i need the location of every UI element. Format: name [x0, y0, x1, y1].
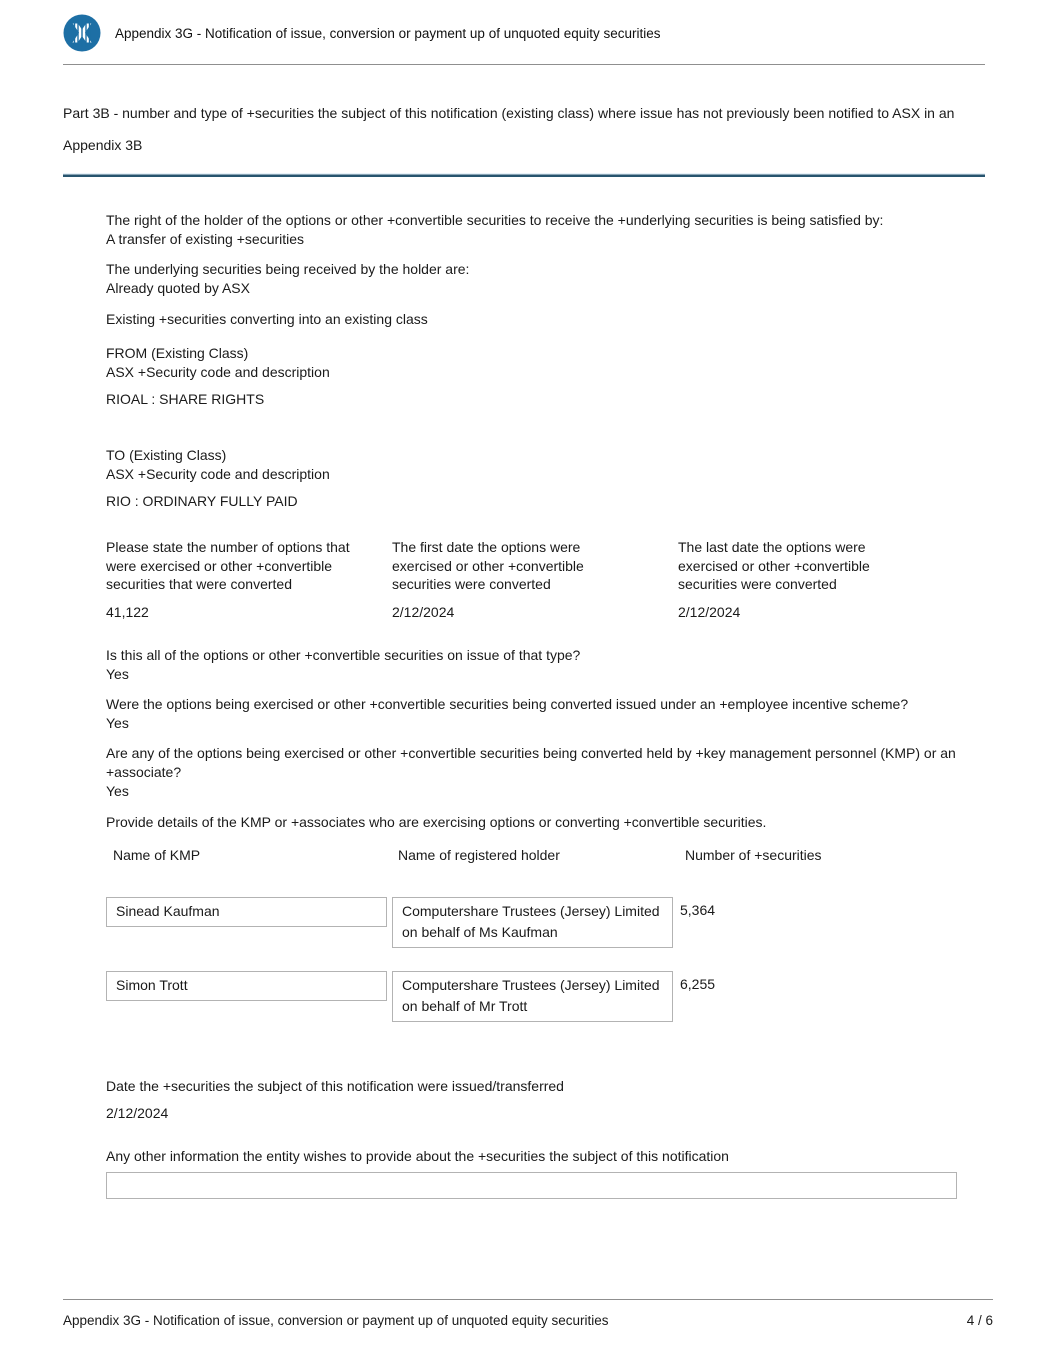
section-heading-part-3b: Part 3B - number and type of +securities the subject of this notification (existing class) where issue has not previously been notified to ASX in an Appendix 3B — [63, 105, 955, 153]
column-last-date — [678, 538, 957, 621]
column-number-converted — [106, 538, 392, 621]
question-text: Were the options being exercised or other +convertible securities being converted issued under an +employee incentive scheme? — [106, 696, 909, 712]
other-information-input[interactable] — [106, 1172, 957, 1199]
qa-right-holder — [106, 211, 957, 249]
table-row — [106, 897, 957, 948]
answer-text: Yes — [106, 783, 129, 799]
answer-text: Yes — [106, 715, 129, 731]
column-header-registered-holder: Name of registered holder — [398, 847, 560, 863]
document-title: Appendix 3G - Notification of issue, conversion or payment up of unquoted equity securities — [115, 25, 661, 41]
column-value: 41,122 — [106, 603, 149, 620]
answer-text: A transfer of existing +securities — [106, 231, 305, 247]
qa-all-of-type — [106, 646, 957, 684]
svg-text:X: X — [71, 19, 93, 50]
to-existing-class-block — [106, 446, 957, 511]
number-of-securities-value: 5,364 — [680, 902, 716, 918]
date-issued-value: 2/12/2024 — [106, 1105, 169, 1121]
column-header-number-of-securities: Number of +securities — [685, 847, 822, 863]
column-value: 2/12/2024 — [392, 603, 455, 620]
kmp-name-field[interactable]: Simon Trott — [106, 971, 387, 1001]
question-text: Are any of the options being exercised or other +convertible securities being converted held by +key management personnel (KMP) or an +associate? — [106, 745, 956, 780]
question-text: Is this all of the options or other +convertible securities on issue of that type? — [106, 647, 581, 663]
other-information-label: Any other information the entity wishes to provide about the +securities the subject of this notification — [106, 1148, 729, 1164]
column-label: Please state the number of options that were exercised or other +convertible securities that were converted — [106, 539, 350, 592]
answer-text: Yes — [106, 666, 129, 682]
question-text: The right of the holder of the options or other +convertible securities to receive the +underlying securities is being satisfied by: — [106, 212, 884, 228]
existing-converting-statement: Existing +securities converting into an existing class — [106, 311, 428, 327]
section-divider — [63, 173, 985, 177]
column-label: The first date the options were exercised or other +convertible securities were converted — [392, 539, 584, 592]
to-subheading: ASX +Security code and description — [106, 466, 330, 482]
page-number: 4 / 6 — [966, 1313, 993, 1328]
qa-employee-incentive-scheme — [106, 695, 957, 733]
registered-holder-field[interactable]: Computershare Trustees (Jersey) Limited on behalf of Ms Kaufman — [392, 897, 673, 948]
kmp-name-field[interactable]: Sinead Kaufman — [106, 897, 387, 927]
qa-underlying-securities — [106, 260, 957, 298]
document-footer — [63, 1299, 993, 1328]
asx-logo-icon — [63, 14, 101, 52]
from-heading: FROM (Existing Class) — [106, 345, 249, 361]
column-first-date — [392, 538, 678, 621]
date-issued-label: Date the +securities the subject of this notification were issued/transferred — [106, 1078, 564, 1094]
from-existing-class-block — [106, 344, 957, 409]
to-security-code: RIO : ORDINARY FULLY PAID — [106, 493, 298, 509]
question-text: The underlying securities being received by the holder are: — [106, 261, 470, 277]
column-header-name-of-kmp: Name of KMP — [113, 847, 201, 863]
to-heading: TO (Existing Class) — [106, 447, 227, 463]
number-of-securities-value: 6,255 — [680, 976, 716, 992]
other-information-block — [106, 1147, 957, 1199]
table-row — [106, 971, 957, 1022]
footer-title: Appendix 3G - Notification of issue, conversion or payment up of unquoted equity securities — [63, 1313, 609, 1328]
date-issued-block — [106, 1077, 957, 1121]
document-header — [63, 0, 985, 65]
column-label: The last date the options were exercised or other +convertible securities were converted — [678, 539, 870, 592]
kmp-table-header — [106, 847, 957, 863]
from-subheading: ASX +Security code and description — [106, 364, 330, 380]
kmp-details-intro: Provide details of the KMP or +associates who are exercising options or converting +convertible securities. — [106, 814, 767, 830]
exercise-details-columns — [106, 538, 957, 621]
qa-kmp-held — [106, 744, 957, 801]
from-security-code: RIOAL : SHARE RIGHTS — [106, 391, 265, 407]
answer-text: Already quoted by ASX — [106, 280, 250, 296]
column-value: 2/12/2024 — [678, 603, 741, 620]
registered-holder-field[interactable]: Computershare Trustees (Jersey) Limited on behalf of Mr Trott — [392, 971, 673, 1022]
